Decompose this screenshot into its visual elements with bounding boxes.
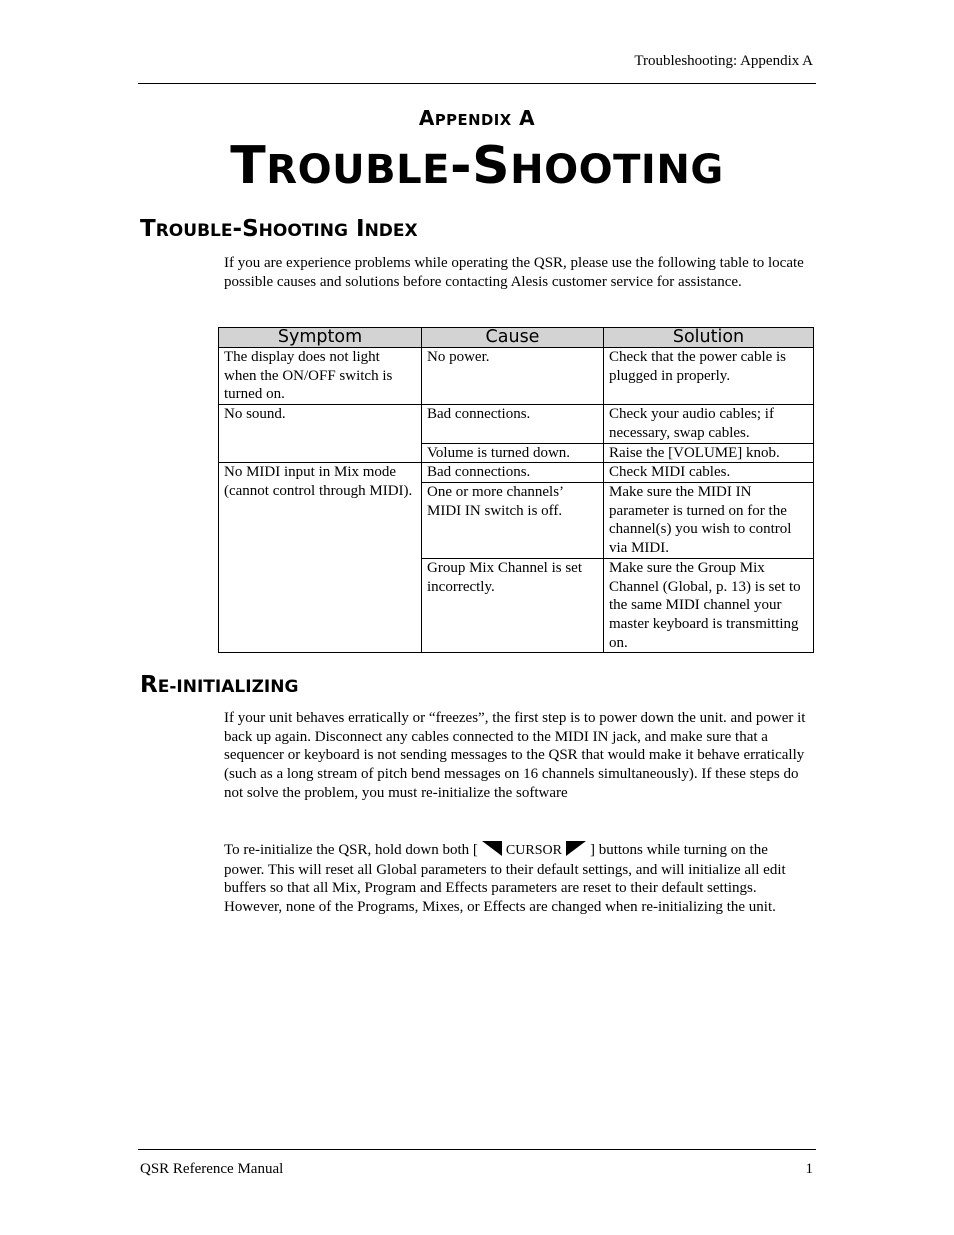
table-row — [219, 405, 814, 443]
solution-cell: Check that the power cable is plugged in properly. — [604, 348, 814, 405]
cause-cell: No power. — [422, 348, 604, 405]
page-title — [0, 133, 954, 203]
cursor-left-icon — [482, 840, 502, 856]
table-row — [219, 348, 814, 405]
index-section-heading — [140, 216, 418, 242]
heading-ndex: NDEX — [364, 221, 418, 241]
cause-cell: Volume is turned down. — [422, 443, 604, 463]
index-intro-paragraph: If you are experience problems while operating the QSR, please use the following table to locate possible causes and solutions before contacting Alesis customer service for assistance. — [224, 255, 804, 290]
solution-cell: Raise the [VOLUME] knob. — [604, 443, 814, 463]
reinit-text-after: ] buttons while turning on the power. This will reset all Global parameters to their default settings, and will initialize all edit buffers so that all Mix, Program and Effects parameters are reset to their default settings. However, none of the Programs, Mixes, or Effects are changed when re-initializing the unit. — [224, 842, 786, 916]
cause-cell: Group Mix Channel is set incorrectly. — [422, 558, 604, 653]
appendix-label-letter: A — [519, 106, 536, 130]
solution-cell: Make sure the MIDI IN parameter is turned on for the channel(s) you wish to control via MIDI. — [604, 482, 814, 558]
page-title-dash: - — [450, 136, 473, 196]
heading-s: S — [242, 216, 259, 242]
heading-dash: - — [232, 216, 243, 242]
heading-t: T — [140, 216, 156, 242]
page-title-rouble: ROUBLE — [266, 147, 451, 193]
page-title-t: T — [230, 136, 267, 196]
column-header-symptom: Symptom — [219, 328, 422, 348]
solution-cell: Check your audio cables; if necessary, swap cables. — [604, 405, 814, 443]
appendix-label-rest: PPENDIX — [434, 112, 512, 129]
header-rule — [138, 83, 816, 84]
footer-rule — [138, 1149, 816, 1150]
heading-rouble: ROUBLE — [155, 221, 233, 241]
appendix-label — [0, 106, 954, 130]
cause-cell: One or more channels’ MIDI IN switch is off. — [422, 482, 604, 558]
solution-cell: Check MIDI cables. — [604, 463, 814, 483]
column-header-cause: Cause — [422, 328, 604, 348]
cursor-label: CURSOR — [505, 843, 562, 858]
heading-i: I — [356, 216, 365, 242]
symptom-cell: The display does not light when the ON/OFF switch is turned on. — [219, 348, 422, 405]
reinit-section-heading — [140, 672, 298, 698]
reinit-paragraph-1: If your unit behaves erratically or “freezes”, the first step is to power down the unit. and power it back up again. Disconnect any cables connected to the MIDI IN jack, and make sure that a sequencer or keyboard is not sending messages to the QSR that would make it behave erratically (such as a long stream of pitch bend messages on 16 channels simultaneously). If these steps do not solve the problem, you must re-initialize the software — [224, 710, 806, 801]
cause-cell: Bad connections. — [422, 463, 604, 483]
appendix-label-initial: A — [418, 106, 435, 130]
table-header-row — [219, 328, 814, 348]
page-title-s: S — [472, 136, 511, 196]
running-header: Troubleshooting: Appendix A — [634, 53, 813, 69]
symptom-cell: No sound. — [219, 405, 422, 463]
page-title-hooting: HOOTING — [510, 147, 724, 193]
footer-manual-title: QSR Reference Manual — [140, 1161, 284, 1177]
heading-r: R — [140, 672, 158, 698]
symptom-cell: No MIDI input in Mix mode (cannot control through MIDI). — [219, 463, 422, 653]
column-header-solution: Solution — [604, 328, 814, 348]
heading-hooting: HOOTING — [258, 221, 348, 241]
reinit-text-before: To re-initialize the QSR, hold down both [ — [224, 842, 478, 858]
solution-cell: Make sure the Group Mix Channel (Global, p. 13) is set to the same MIDI channel your master keyboard is transmitting on. — [604, 558, 814, 653]
heading-e-initializing: E-INITIALIZING — [157, 677, 299, 697]
footer-page-number: 1 — [805, 1161, 813, 1177]
reinit-paragraph-2 — [224, 840, 808, 917]
cause-cell: Bad connections. — [422, 405, 604, 443]
cursor-right-icon — [566, 840, 586, 856]
table-row — [219, 463, 814, 483]
troubleshooting-table — [218, 327, 814, 653]
